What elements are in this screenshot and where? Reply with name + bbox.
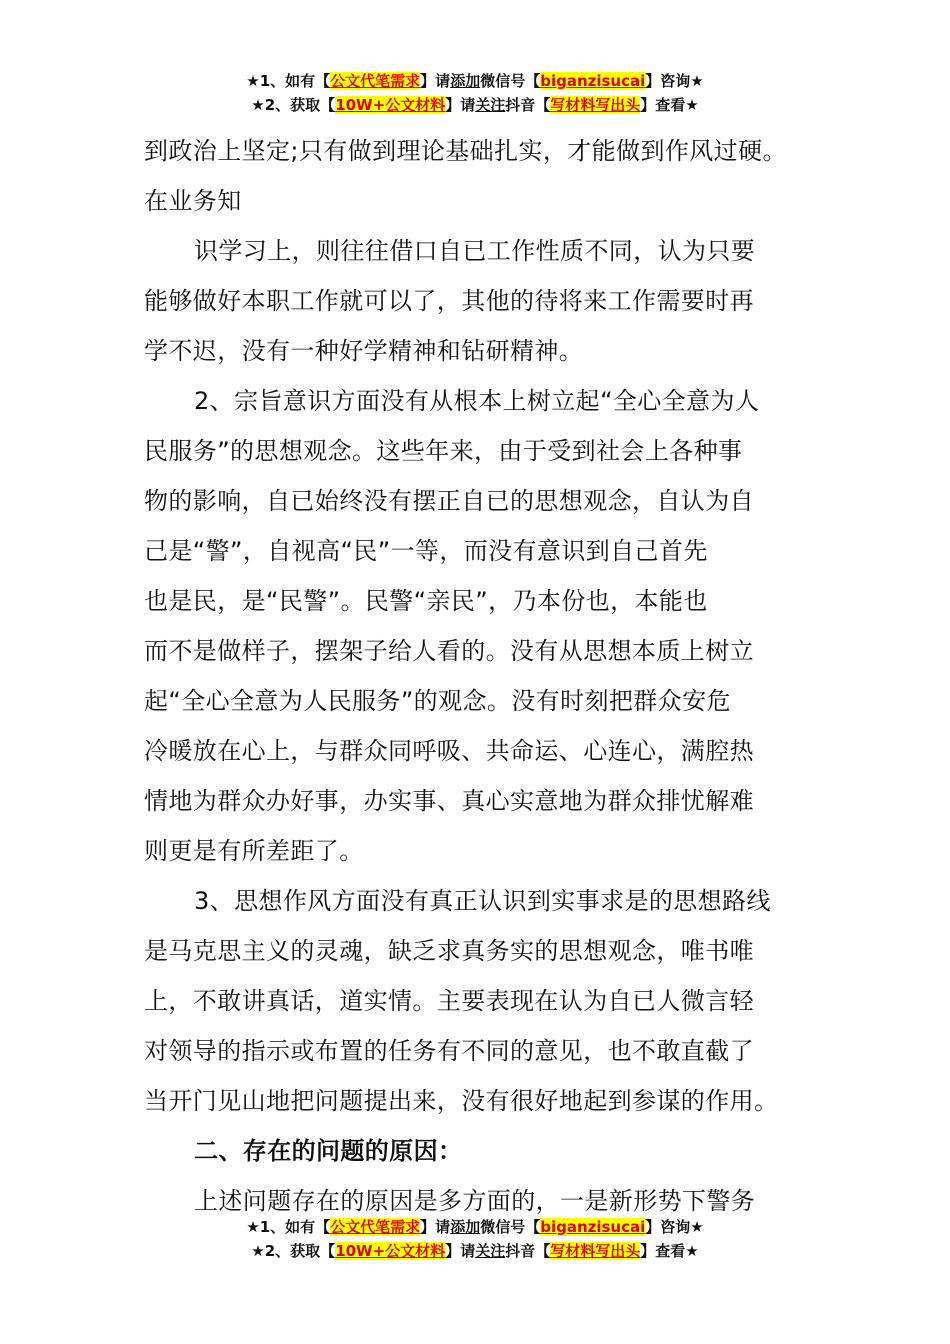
banner-text: 微信号【 [480,1218,541,1236]
banner-text: ★2、获取【 [251,96,336,114]
banner-text: ★2、获取【 [251,1242,336,1260]
body-line: 当开门见山地把问题提出来，没有很好地起到参谋的作用。 [144,1087,779,1115]
banner-text: 抖音【 [505,96,551,114]
banner-text: ★1、如有【 [246,1218,331,1236]
body-line: 则更是有所差距了。 [144,837,364,865]
body-line: 在业务知 [144,187,242,215]
body-line: 到政治上坚定;只有做到理论基础扎实，才能做到作风过硬。 [144,137,787,165]
banner-text: 抖音【 [505,1242,551,1260]
banner-underline: 添加 [450,1218,481,1236]
document-body [144,126,814,1226]
banner-text: ★1、如有【 [246,72,331,90]
body-line: 民服务”的思想观念。这些年来，由于受到社会上各种事 [144,437,743,465]
body-line: 识学习上，则往往借口自已工作性质不同，认为只要 [194,237,756,265]
banner-text: 】咨询★ [645,1218,704,1236]
banner-highlight: 写材料写出头 [550,96,641,114]
banner-underline: 添加 [450,72,481,90]
body-line: 起“全心全意为人民服务”的观念。没有时刻把群众安危 [144,687,731,715]
banner-text: 】请 [445,1242,476,1260]
body-line: 而不是做样子，摆架子给人看的。没有从思想本质上树立 [144,637,754,665]
header-banner [0,70,950,118]
banner-text: 】查看★ [640,1242,699,1260]
banner-highlight: 写材料写出头 [550,1242,641,1260]
banner-text: 】请 [445,96,476,114]
body-line: 冷暖放在心上，与群众同呼吸、共命运、心连心，满腔热 [144,737,754,765]
body-line: 2、宗旨意识方面没有从根本上树立起“全心全意为人 [194,387,760,415]
section-heading: 二、存在的问题的原因： [194,1137,463,1165]
body-line: 物的影响，自已始终没有摆正自已的思想观念，自认为自 [144,487,754,515]
body-line: 上，不敢讲真话，道实情。主要表现在认为自已人微言轻 [144,987,754,1015]
body-line: 学不迟，没有一种好学精神和钻研精神。 [144,337,584,365]
banner-text: 】请 [420,1218,451,1236]
body-line: 3、思想作风方面没有真正认识到实事求是的思想路线 [194,887,771,915]
banner-underline: 关注 [475,1242,506,1260]
body-line: 上述问题存在的原因是多方面的，一是新形势下警务 [194,1187,756,1215]
banner-text: 】请 [420,72,451,90]
body-line: 是马克思主义的灵魂，缺乏求真务实的思想观念，唯书唯 [144,937,754,965]
body-line: 情地为群众办好事，办实事、真心实意地为群众排忧解难 [144,787,754,815]
footer-banner [0,1216,950,1264]
banner-line-1 [0,70,950,94]
banner-highlight: biganzisucai [540,72,646,90]
banner-highlight: biganzisucai [540,1218,646,1236]
banner-text: 微信号【 [480,72,541,90]
banner-line-1 [0,1216,950,1240]
banner-text: 】咨询★ [645,72,704,90]
body-line: 对领导的指示或布置的任务有不同的意见，也不敢直截了 [144,1037,754,1065]
body-line: 也是民，是“民警”。民警“亲民”，乃本份也，本能也 [144,587,708,615]
banner-highlight: 10W+公文材料 [335,96,446,114]
banner-highlight: 10W+公文材料 [335,1242,446,1260]
body-line: 己是“警”，自视高“民”一等，而没有意识到自己首先 [144,537,708,565]
body-line: 能够做好本职工作就可以了，其他的待将来工作需要时再 [144,287,754,315]
banner-highlight: 公文代笔需求 [330,1218,421,1236]
banner-underline: 关注 [475,96,506,114]
banner-highlight: 公文代笔需求 [330,72,421,90]
banner-line-2 [0,1240,950,1264]
banner-line-2 [0,94,950,118]
banner-text: 】查看★ [640,96,699,114]
